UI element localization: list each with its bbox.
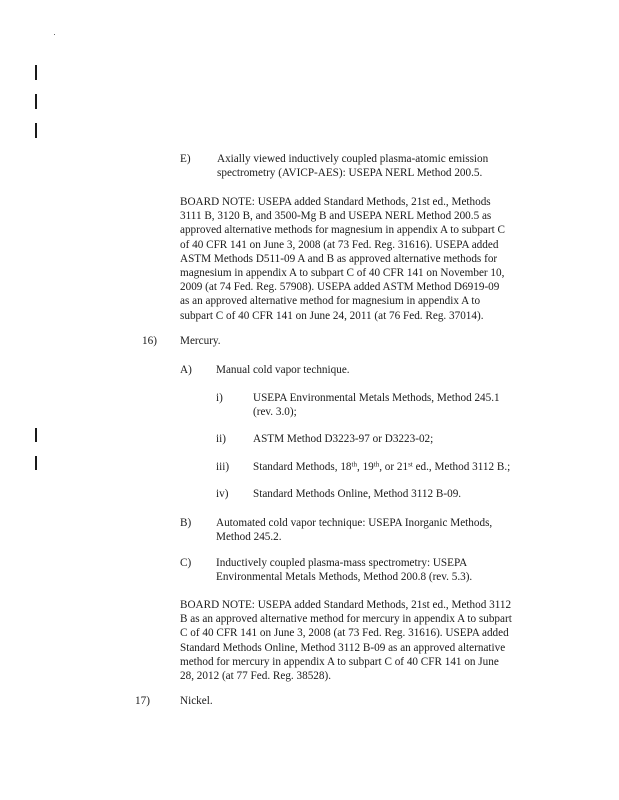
text-line: of 40 CFR 141 on June 3, 2008 (at 73 Fed. Reg. 31616). USEPA added — [180, 238, 499, 251]
item-16-a-ii-text: ASTM Method D3223-97 or D3223-02; — [253, 433, 434, 445]
section-e-label: E) — [180, 153, 191, 165]
text-line: Automated cold vapor technique: USEPA Inorganic Methods, — [216, 517, 493, 529]
item-16-a-iv-label: iv) — [216, 488, 229, 500]
text-line: (rev. 3.0); — [253, 406, 297, 419]
item-16-a-i-label: i) — [216, 392, 223, 404]
text-line: Inductively coupled plasma-mass spectrometry: USEPA — [216, 557, 468, 569]
item-16-a-iii-label: iii) — [216, 461, 230, 473]
item-16-a-text: Manual cold vapor technique. — [216, 364, 350, 376]
change-bar-3 — [35, 123, 37, 138]
text-line: as an approved alternative method for magnesium in appendix A to — [180, 295, 481, 308]
text-run: ed., Method 3112 B.; — [412, 461, 511, 473]
item-16-c-label: C) — [180, 557, 192, 569]
superscript: th — [351, 460, 357, 469]
text-line: 28, 2012 (at 77 Fed. Reg. 38528). — [180, 670, 332, 683]
text-run: Standard Methods, 18 — [253, 461, 352, 473]
superscript: st — [408, 460, 413, 469]
text-line: method for mercury in appendix A to subpart C of 40 CFR 141 on June — [180, 655, 499, 668]
text-line: ASTM Methods D511-09 A and B as approved alternative methods for — [180, 252, 498, 265]
text-run: , or 21 — [379, 461, 409, 473]
text-line: BOARD NOTE: USEPA added Standard Methods, 21st ed., Method 3112 — [180, 599, 512, 611]
change-bar-5 — [35, 456, 37, 470]
text-line: C of 40 CFR 141 on June 3, 2008 (at 73 Fed. Reg. 31616). USEPA added — [180, 627, 509, 640]
item-16-number: 16) — [142, 335, 157, 347]
item-16-c-text — [216, 556, 472, 584]
text-line: BOARD NOTE: USEPA added Standard Methods, 21st ed., Methods — [180, 196, 491, 208]
text-line: magnesium in appendix A to subpart C of 40 CFR 141 on November 10, — [180, 267, 505, 280]
text-line: USEPA Environmental Metals Methods, Method 245.1 — [253, 392, 500, 404]
text-line: 2009 (at 74 Fed. Reg. 57908). USEPA added ASTM Method D6919-09 — [180, 281, 500, 294]
change-bar-4 — [35, 428, 37, 442]
text-line: subpart C of 40 CFR 141 on June 24, 2011 (at 76 Fed. Reg. 37014). — [180, 309, 484, 322]
text-line: Axially viewed inductively coupled plasma-atomic emission — [217, 153, 489, 165]
board-note-2 — [180, 598, 512, 683]
superscript: th — [373, 460, 380, 469]
item-17-title: Nickel. — [180, 695, 213, 707]
text-line: spectrometry (AVICP-AES): USEPA NERL Method 200.5. — [217, 167, 483, 180]
text-line: Standard Methods Online, Method 3112 B-09 as an approved alternative — [180, 641, 506, 654]
item-16-a-iv-text: Standard Methods Online, Method 3112 B-09. — [253, 488, 462, 500]
change-bar-2 — [35, 94, 37, 109]
section-e-text — [217, 152, 488, 180]
item-16-title: Mercury. — [180, 335, 221, 347]
item-16-a-i-text — [253, 391, 500, 419]
item-16-b-text — [216, 516, 492, 544]
scan-speck — [54, 34, 55, 35]
change-bar-1 — [35, 65, 37, 80]
board-note-1 — [180, 195, 505, 323]
item-16-a-ii-label: ii) — [216, 433, 226, 445]
item-16-b-label: B) — [180, 517, 192, 529]
text-line: Method 245.2. — [216, 531, 282, 544]
text-line: 3111 B, 3120 B, and 3500-Mg B and USEPA NERL Method 200.5 as — [180, 210, 492, 223]
text-line: Environmental Metals Methods, Method 200.8 (rev. 5.3). — [216, 571, 473, 584]
text-line: approved alternative methods for magnesium in appendix A to subpart C — [180, 224, 505, 237]
item-16-a-label: A) — [180, 364, 192, 376]
item-17-number: 17) — [135, 695, 150, 707]
text-line: B as an approved alternative method for mercury in appendix A to subpart — [180, 613, 512, 626]
item-16-a-iii-text — [253, 460, 510, 474]
text-run: , 19 — [356, 461, 374, 473]
